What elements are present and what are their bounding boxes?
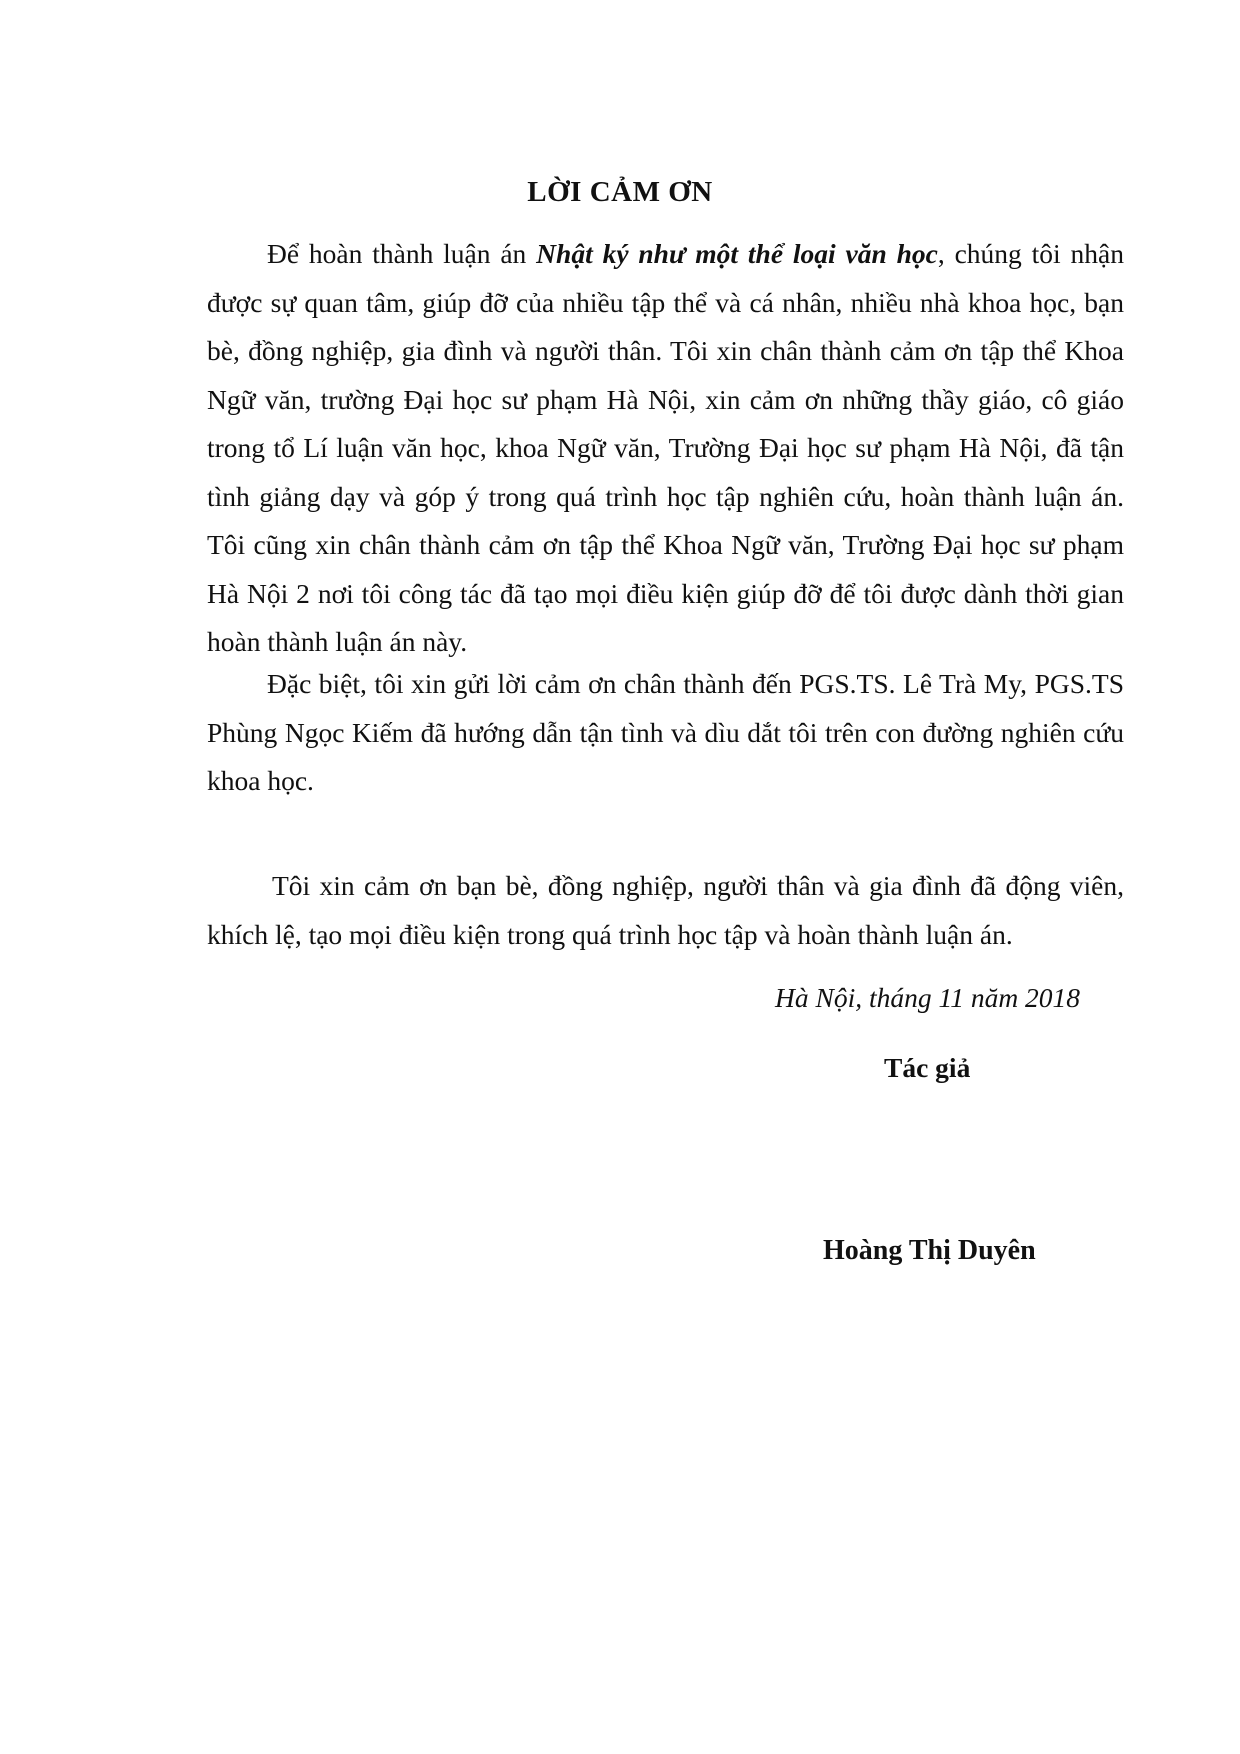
paragraph-1 <box>207 230 1124 667</box>
paragraph-3: Tôi xin cảm ơn bạn bè, đồng nghiệp, người thân và gia đình đã động viên, khích lệ, tạo mọi điều kiện trong quá trình học tập và hoàn thành luận án. <box>207 870 1124 950</box>
author-label: Tác giả <box>884 1052 971 1083</box>
thesis-title-emphasis: Nhật ký như một thể loại văn học <box>536 238 938 269</box>
page-title: LỜI CẢM ƠN <box>527 176 713 208</box>
paragraph-block-3 <box>207 862 1124 959</box>
paragraph-1-rest: , chúng tôi nhận được sự quan tâm, giúp đỡ của nhiều tập thể và cá nhân, nhiều nhà khoa học, bạn bè, đồng nghiệp, gia đình và người thân. Tôi xin chân thành cảm ơn tập thể Khoa Ngữ văn, trường Đại học sư phạm Hà Nội, xin cảm ơn những thầy giáo, cô giáo trong tổ Lí luận văn học, khoa Ngữ văn, Trường Đại học sư phạm Hà Nội, đã tận tình giảng dạy và góp ý trong quá trình học tập nghiên cứu, hoàn thành luận án. Tôi cũng xin chân thành cảm ơn tập thể Khoa Ngữ văn, Trường Đại học sư phạm Hà Nội 2 nơi tôi công tác đã tạo mọi điều kiện giúp đỡ để tôi được dành thời gian hoàn thành luận án này. <box>207 238 1124 657</box>
author-name: Hoàng Thị Duyên <box>823 1235 1036 1266</box>
paragraph-1-lead: Để hoàn thành luận án <box>267 238 537 269</box>
paragraph-block-1 <box>207 230 1124 667</box>
paragraph-block-2 <box>207 660 1124 806</box>
paragraph-2: Đặc biệt, tôi xin gửi lời cảm ơn chân thành đến PGS.TS. Lê Trà My, PGS.TS Phùng Ngọc Kiếm đã hướng dẫn tận tình và dìu dắt tôi trên con đường nghiên cứu khoa học. <box>207 668 1124 796</box>
place-date-line: Hà Nội, tháng 11 năm 2018 <box>775 982 1081 1013</box>
